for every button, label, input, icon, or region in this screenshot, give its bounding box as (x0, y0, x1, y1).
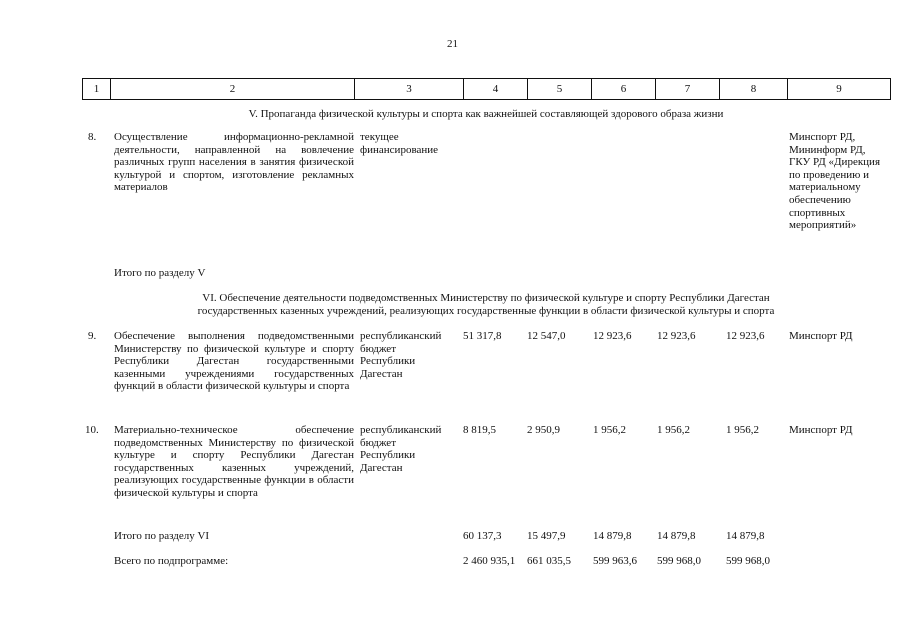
row-9-source: республиканский бюджет Республики Дагестан (360, 330, 442, 380)
section-vi-total-value-8: 14 879,8 (726, 530, 765, 542)
row-8-source: текущее финансирование (360, 131, 439, 156)
row-10-value-7: 1 956,2 (657, 424, 690, 436)
grand-total-label: Всего по подпрограмме: (114, 555, 229, 567)
row-9-description: Обеспечение выполнения подведомственными Министерству по физической культуре и спорту Республики Дагестан государственными казенными учреждениями государственных функций в области физической культуры и спорта (114, 330, 354, 393)
row-10-value-6: 1 956,2 (593, 424, 626, 436)
column-header-8: 8 (720, 79, 788, 100)
row-9-value-8: 12 923,6 (726, 330, 765, 342)
grand-total-value-5: 661 035,5 (527, 555, 571, 567)
section-vi-title-line1: VI. Обеспечение деятельности подведомственных Министерству по физической культуре и спорту Республики Дагестан (202, 292, 770, 304)
row-9-value-7: 12 923,6 (657, 330, 696, 342)
section-vi-total-value-5: 15 497,9 (527, 530, 566, 542)
column-header-row (82, 78, 891, 100)
row-9-executor: Минспорт РД (789, 330, 853, 342)
column-header-5: 5 (528, 79, 592, 100)
row-10-value-4: 8 819,5 (463, 424, 496, 436)
section-v-total-label: Итого по разделу V (114, 267, 206, 279)
section-vi-title-line2: государственных казенных учреждений, реализующих государственные функции в области физической культуры и спорта (197, 305, 775, 317)
row-10-description: Материально-техническое обеспечение подведомственных Министерству по физической культуре и спорту Республики Дагестан государственных казенных учреждений, реализующих государственные функции в области физической культуры и спорта (114, 424, 354, 499)
row-9-value-4: 51 317,8 (463, 330, 502, 342)
row-9-value-5: 12 547,0 (527, 330, 566, 342)
row-8-description: Осуществление информационно-рекламной деятельности, направленной на вовлечение различных групп населения в занятия физической культурой и спортом, изготовление рекламных материалов (114, 131, 354, 194)
row-8-number: 8. (88, 131, 97, 143)
row-9-number: 9. (88, 330, 97, 342)
grand-total-value-4: 2 460 935,1 (463, 555, 516, 567)
column-header-4: 4 (464, 79, 528, 100)
column-header-2: 2 (111, 79, 355, 100)
grand-total-value-8: 599 968,0 (726, 555, 770, 567)
column-header-9: 9 (788, 79, 891, 100)
page-number: 21 (447, 38, 458, 50)
column-header-6: 6 (592, 79, 656, 100)
row-10-value-8: 1 956,2 (726, 424, 759, 436)
column-header-7: 7 (656, 79, 720, 100)
row-10-value-5: 2 950,9 (527, 424, 560, 436)
section-vi-total-value-7: 14 879,8 (657, 530, 696, 542)
row-8-executor: Минспорт РД, Мининформ РД, ГКУ РД «Дирекция по проведению и материальному обеспечению спортивных мероприятий» (789, 131, 881, 232)
grand-total-value-6: 599 963,6 (593, 555, 637, 567)
row-10-number: 10. (85, 424, 99, 436)
column-header-3: 3 (355, 79, 464, 100)
section-vi-total-value-4: 60 137,3 (463, 530, 502, 542)
row-10-source: республиканский бюджет Республики Дагестан (360, 424, 442, 474)
column-header-1: 1 (83, 79, 111, 100)
row-9-value-6: 12 923,6 (593, 330, 632, 342)
grand-total-value-7: 599 968,0 (657, 555, 701, 567)
row-10-executor: Минспорт РД (789, 424, 853, 436)
section-v-title: V. Пропаганда физической культуры и спорта как важнейшей составляющей здорового образа жизни (248, 108, 724, 120)
section-vi-total-label: Итого по разделу VI (114, 530, 210, 542)
section-vi-total-value-6: 14 879,8 (593, 530, 632, 542)
